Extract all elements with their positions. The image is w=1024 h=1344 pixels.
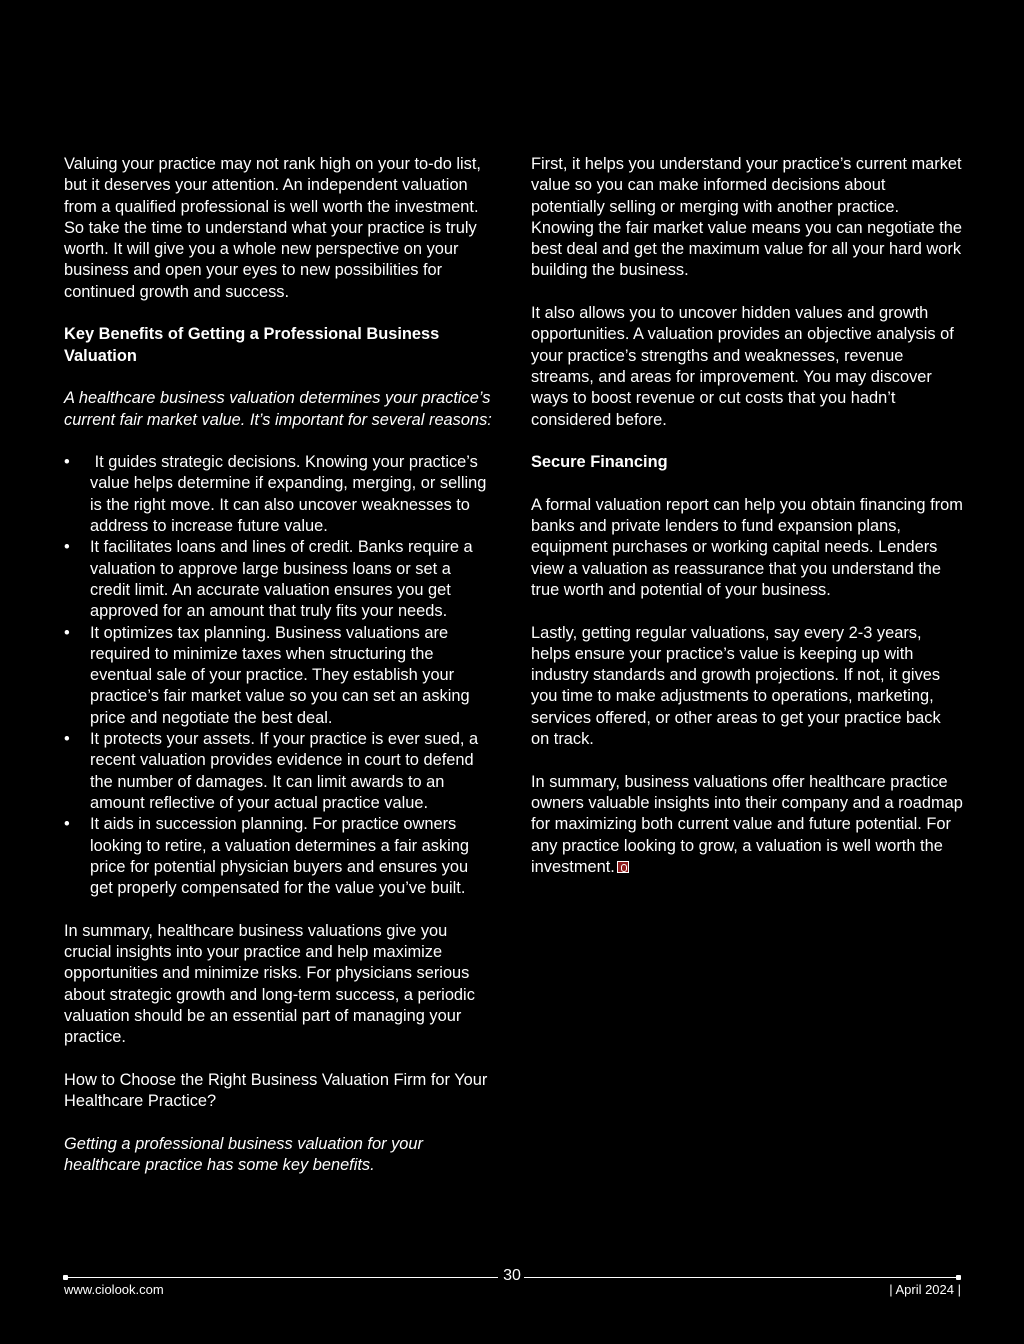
- conclusion-text: In summary, business valuations offer healthcare practice owners valuable insights into their company and a roadmap for maximizing both current value and future potential. For any practice looking to grow, a valuation is well worth the investment.: [531, 772, 963, 876]
- benefits-heading: Key Benefits of Getting a Professional Business Valuation: [64, 325, 440, 365]
- list-item-text: It guides strategic decisions. Knowing your practice’s value helps determine if expanding, merging, or selling is the right move. It can also uncover weaknesses to address to increase future value.: [90, 453, 491, 536]
- bullet-icon: •: [64, 623, 70, 642]
- conclusion-paragraph: [531, 772, 963, 878]
- list-item-text: It aids in succession planning. For practice owners looking to retire, a valuation determines a fair asking price for potential physician buyers and ensures you get properly compensated for the value you’ve built.: [90, 815, 470, 898]
- list-item: [64, 537, 494, 622]
- list-item: [64, 729, 494, 814]
- closing-italic-paragraph: Getting a professional business valuation for your healthcare practice has some key benefits.: [64, 1134, 423, 1174]
- financing-heading: Secure Financing: [531, 453, 668, 472]
- financing-paragraph: A formal valuation report can help you obtain financing from banks and private lenders to fund expansion plans, equipment purchases or working capital needs. Lenders view a valuation as reassurance that you understand the true worth and potential of your business.: [531, 495, 963, 599]
- list-item: [64, 452, 494, 537]
- market-value-paragraph: First, it helps you understand your practice’s current market value so you can make informed decisions about potentially selling or merging with another practice. Knowing the fair market value means you can negotiate the best deal and get the maximum value for all your hard work building the business.: [531, 155, 962, 280]
- page-number: 30: [503, 1267, 521, 1284]
- intro-paragraph: Valuing your practice may not rank high on your to-do list, but it deserves your attention. An independent valuation from a qualified professional is well worth the investment. So take the time to understand what your practice is truly worth. It will give you a whole new perspective on your business and open your eyes to new possibilities for continued growth and success.: [64, 155, 481, 301]
- list-item-text: It optimizes tax planning. Business valuations are required to minimize taxes when structuring the eventual sale of your practice. They establish your practice’s fair market value so you can set an asking price and negotiate the best deal.: [90, 623, 470, 727]
- list-item: [64, 623, 494, 729]
- website-url: www.ciolook.com: [64, 1282, 164, 1297]
- bullet-icon: •: [64, 815, 70, 834]
- footer-right-dot-icon: [956, 1275, 961, 1280]
- issue-date: | April 2024 |: [889, 1282, 961, 1297]
- end-of-article-icon: [617, 861, 629, 873]
- benefits-list: [64, 452, 494, 899]
- right-column: [531, 154, 963, 899]
- left-column: [64, 154, 494, 1198]
- summary-paragraph: In summary, healthcare business valuations give you crucial insights into your practice and help maximize opportunities and minimize risks. For physicians serious about strategic growth and long-term success, a periodic valuation should be an essential part of managing your practice.: [64, 921, 475, 1047]
- choose-firm-heading: How to Choose the Right Business Valuation Firm for Your Healthcare Practice?: [64, 1070, 488, 1111]
- list-item-text: It facilitates loans and lines of credit. Banks require a valuation to approve large business loans or set a credit limit. An accurate valuation ensures you get approved for an amount that truly fits your needs.: [90, 538, 473, 621]
- footer-rule-right: [524, 1277, 960, 1278]
- regular-valuations-paragraph: Lastly, getting regular valuations, say every 2-3 years, helps ensure your practice’s value is keeping up with industry standards and growth projections. If not, it gives you time to make adjustments to operations, marketing, services offered, or other areas to get your practice back on track.: [531, 623, 941, 749]
- list-item: [64, 814, 494, 899]
- hidden-values-paragraph: It also allows you to uncover hidden values and growth opportunities. A valuation provides an objective analysis of your practice’s strengths and weaknesses, revenue streams, and areas for improvement. You may discover ways to boost revenue or cut costs that you hadn’t considered before.: [531, 304, 954, 429]
- bullet-icon: •: [64, 730, 70, 749]
- footer-rule-left: [64, 1277, 498, 1278]
- bullet-icon: •: [64, 538, 70, 557]
- benefits-lead: A healthcare business valuation determines your practice’s current fair market value. It’s important for several reasons:: [64, 389, 492, 429]
- bullet-icon: •: [64, 453, 70, 472]
- list-item-text: It protects your assets. If your practice is ever sued, a recent valuation provides evidence in court to defend the number of damages. It can limit awards to an amount reflective of your actual practice value.: [90, 730, 479, 812]
